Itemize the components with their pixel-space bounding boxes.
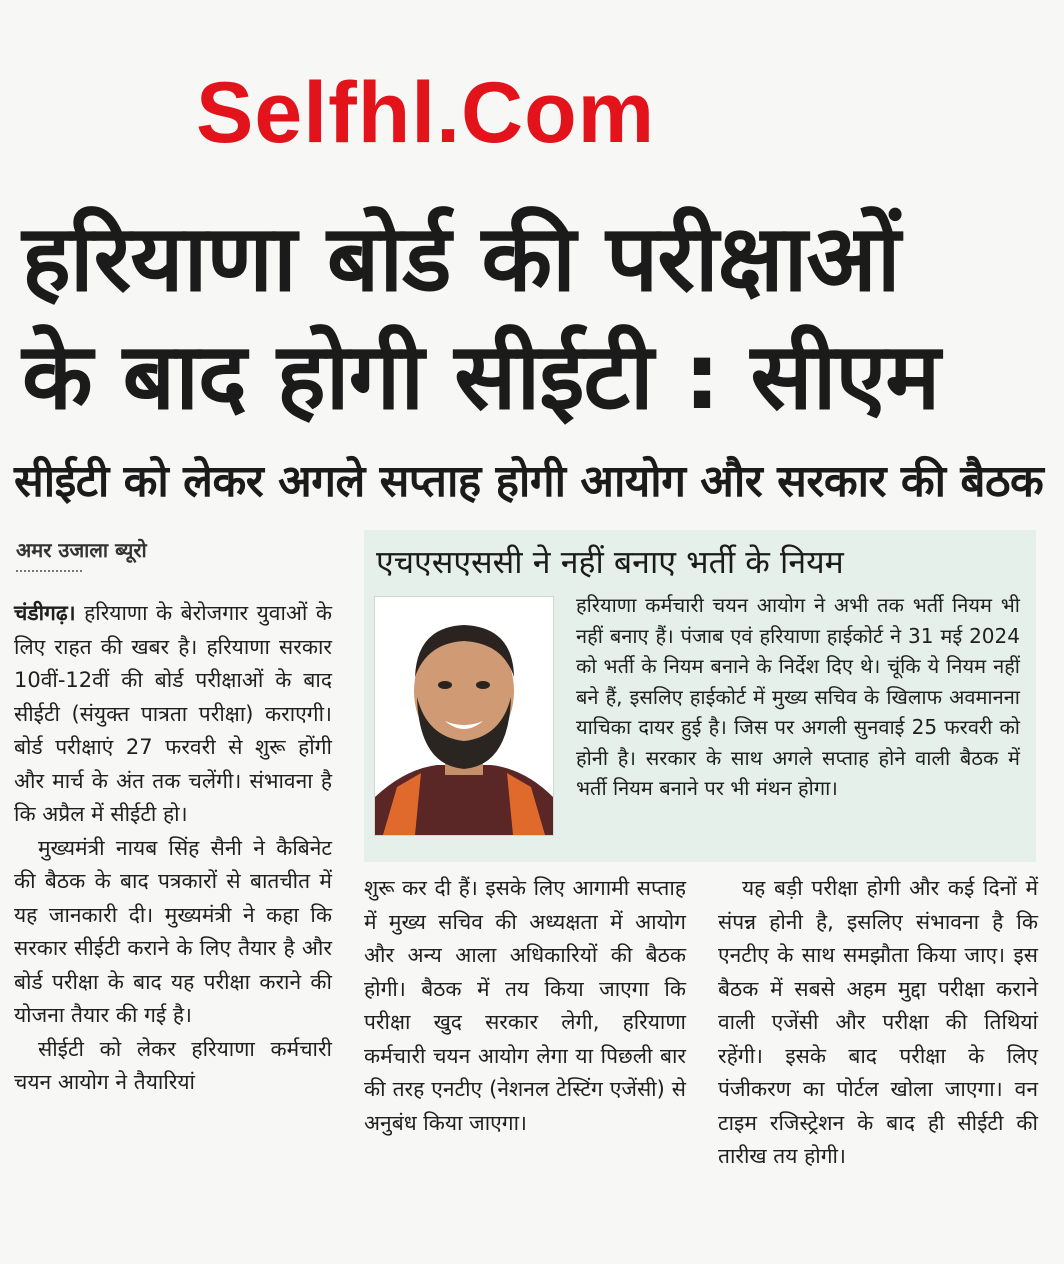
portrait-illustration (375, 597, 553, 835)
byline: अमर उजाला ब्यूरो (16, 538, 147, 562)
portrait-photo (374, 596, 554, 836)
watermark-logo: Selfhl.Com (196, 65, 656, 161)
sidebar-box-text: हरियाणा कर्मचारी चयन आयोग ने अभी तक भर्ती नियम भी नहीं बनाए हैं। पंजाब एवं हरियाणा हाईकोर्ट ने 31 मई 2024 को भर्ती के नियम बनाने के निर्देश दिए थे। चूंकि ये नियम नहीं बने हैं, इसलिए हाईकोर्ट में मुख्य सचिव के खिलाफ अवमानना याचिका दायर हुई है। जिस पर अगली सुनवाई 25 फरवरी को होनी है। सरकार के साथ अगले सप्ताह होने वाली बैठक में भर्ती नियम बनाने पर भी मंथन होगा। (576, 593, 1020, 800)
subheadline: सीईटी को लेकर अगले सप्ताह होगी आयोग और सरकार की बैठक (14, 456, 1044, 507)
article-column-1 (14, 597, 332, 1100)
article-column-3 (718, 872, 1038, 1174)
paragraph: मुख्यमंत्री नायब सिंह सैनी ने कैबिनेट की बैठक के बाद पत्रकारों से बातचीत में यह जानकारी दी। मुख्यमंत्री ने कहा कि सरकार सीईटी कराने के लिए तैयार है और बोर्ड परीक्षा के बाद यह परीक्षा कराने की योजना तैयार की गई है। (14, 835, 332, 1027)
byline-divider (16, 570, 82, 572)
headline-line-2: के बाद होगी सीईटी : सीएम (22, 323, 940, 430)
paragraph: सीईटी को लेकर हरियाणा कर्मचारी चयन आयोग ने तैयारियां (14, 1036, 332, 1094)
headline-line-1: हरियाणा बोर्ड की परीक्षाओं (22, 205, 900, 312)
paragraph-text: हरियाणा के बेरोजगार युवाओं के लिए राहत की खबर है। हरियाणा सरकार 10वीं-12वीं की बोर्ड परीक्षाओं के बाद सीईटी (संयुक्त पात्रता परीक्षा) कराएगी। बोर्ड परीक्षाएं 27 फरवरी से शुरू होंगी और मार्च के अंत तक चलेंगी। संभावना है कि अप्रैल में सीईटी हो। (14, 601, 332, 826)
article-column-2 (364, 872, 686, 1140)
sidebar-box (364, 530, 1036, 862)
dateline: चंडीगढ़। (14, 601, 76, 625)
paragraph: शुरू कर दी हैं। इसके लिए आगामी सप्ताह में मुख्य सचिव की अध्यक्षता में आयोग और अन्य आला अधिकारियों की बैठक होगी। बैठक में तय किया जाएगा कि परीक्षा खुद सरकार लेगी, हरियाणा कर्मचारी चयन आयोग लेगा या पिछली बार की तरह एनटीए (नेशनल टेस्टिंग एजेंसी) से अनुबंध किया जाएगा। (364, 876, 686, 1135)
paragraph: यह बड़ी परीक्षा होगी और कई दिनों में संपन्न होनी है, इसलिए संभावना है कि एनटीए के साथ समझौता किया जाए। इस बैठक में सबसे अहम मुद्दा परीक्षा कराने वाली एजेंसी और परीक्षा की तिथियां रहेंगी। इसके बाद परीक्षा के लिए पंजीकरण का पोर्टल खोला जाएगा। वन टाइम रजिस्ट्रेशन के बाद ही सीईटी की तारीख तय होगी। (718, 876, 1038, 1168)
sidebar-box-title: एचएसएससी ने नहीं बनाए भर्ती के नियम (376, 543, 844, 581)
headline (22, 200, 1042, 436)
paragraph (14, 597, 332, 832)
